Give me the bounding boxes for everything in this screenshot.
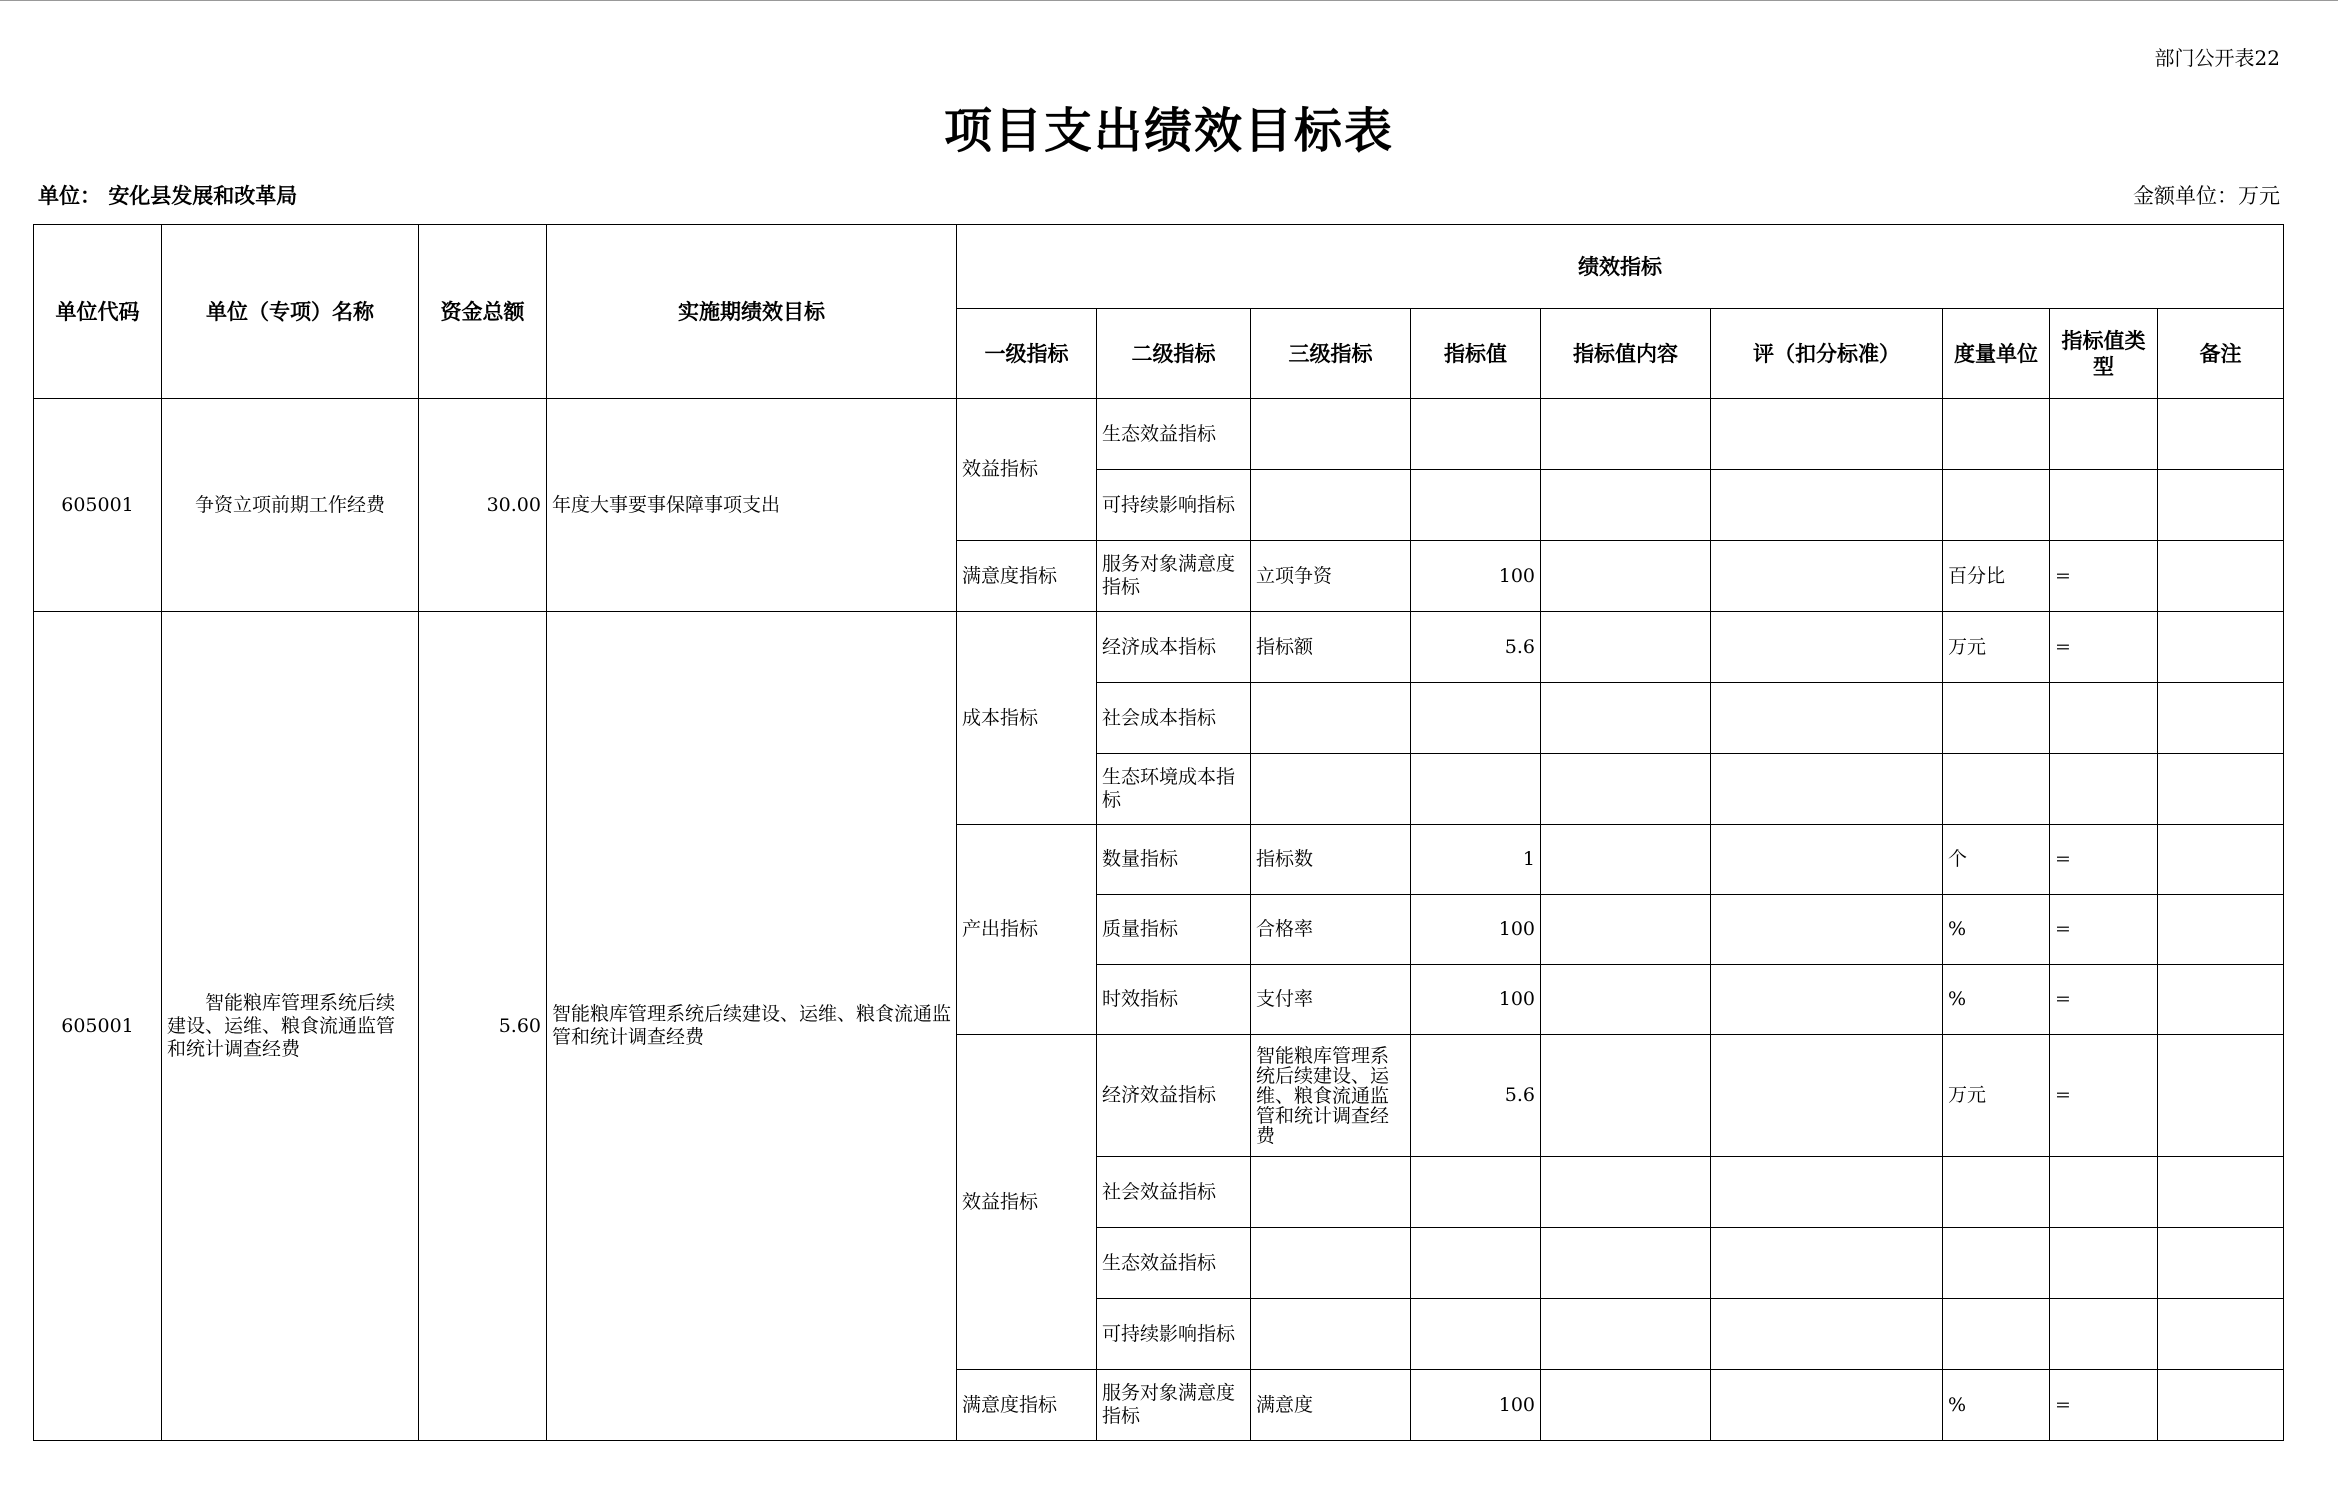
level2-cell: 生态环境成本指标 <box>1097 754 1251 825</box>
type-cell <box>2050 399 2158 470</box>
type-cell: = <box>2050 895 2158 965</box>
table-number: 部门公开表22 <box>2154 46 2280 70</box>
standard-cell <box>1711 541 1943 612</box>
level3-cell <box>1251 1157 1411 1228</box>
remark-cell <box>2158 683 2284 754</box>
standard-cell <box>1711 1035 1943 1157</box>
header-total: 资金总额 <box>419 225 547 399</box>
unit-cell <box>1943 1157 2050 1228</box>
header-code: 单位代码 <box>34 225 162 399</box>
value-cell <box>1411 1299 1541 1370</box>
type-cell: = <box>2050 1370 2158 1441</box>
table-row <box>34 612 2284 683</box>
level3-cell <box>1251 470 1411 541</box>
project-goal: 智能粮库管理系统后续建设、运维、粮食流通监管和统计调查经费 <box>547 612 957 1441</box>
value-cell <box>1411 399 1541 470</box>
level3-cell <box>1251 683 1411 754</box>
value-cell: 100 <box>1411 965 1541 1035</box>
level3-cell: 立项争资 <box>1251 541 1411 612</box>
unit-cell <box>1943 1299 2050 1370</box>
remark-cell <box>2158 470 2284 541</box>
value-cell: 5.6 <box>1411 1035 1541 1157</box>
level2-cell: 服务对象满意度指标 <box>1097 541 1251 612</box>
value-content-cell <box>1541 399 1711 470</box>
header-measure-unit: 度量单位 <box>1943 309 2050 399</box>
unit-cell <box>1943 683 2050 754</box>
remark-cell <box>2158 754 2284 825</box>
unit-cell <box>1943 1228 2050 1299</box>
top-rule <box>0 0 2338 1</box>
project-name <box>162 612 419 1441</box>
level3-cell <box>1251 1299 1411 1370</box>
type-cell: = <box>2050 541 2158 612</box>
value-content-cell <box>1541 754 1711 825</box>
unit-cell: % <box>1943 965 2050 1035</box>
page-title: 项目支出绩效目标表 <box>943 103 1394 159</box>
type-cell <box>2050 1299 2158 1370</box>
level3-cell <box>1251 399 1411 470</box>
unit-cell <box>1943 399 2050 470</box>
value-cell: 5.6 <box>1411 612 1541 683</box>
remark-cell <box>2158 825 2284 895</box>
performance-table <box>33 224 2284 1441</box>
level1-cell: 成本指标 <box>957 612 1097 825</box>
header-value: 指标值 <box>1411 309 1541 399</box>
value-content-cell <box>1541 1299 1711 1370</box>
type-cell: = <box>2050 1035 2158 1157</box>
project-code: 605001 <box>34 612 162 1441</box>
level3-cell: 指标额 <box>1251 612 1411 683</box>
standard-cell <box>1711 1228 1943 1299</box>
project-name: 争资立项前期工作经费 <box>162 399 419 612</box>
level3-cell: 智能粮库管理系统后续建设、运维、粮食流通监管和统计调查经费 <box>1251 1035 1411 1157</box>
value-cell <box>1411 683 1541 754</box>
remark-cell <box>2158 1157 2284 1228</box>
value-cell <box>1411 470 1541 541</box>
level2-cell: 社会成本指标 <box>1097 683 1251 754</box>
unit-name: 安化县发展和改革局 <box>108 183 298 208</box>
level3-cell: 支付率 <box>1251 965 1411 1035</box>
level2-cell: 可持续影响指标 <box>1097 1299 1251 1370</box>
unit-cell: 个 <box>1943 825 2050 895</box>
standard-cell <box>1711 825 1943 895</box>
standard-cell <box>1711 683 1943 754</box>
value-content-cell <box>1541 1370 1711 1441</box>
level1-cell: 效益指标 <box>957 399 1097 541</box>
level2-cell: 社会效益指标 <box>1097 1157 1251 1228</box>
value-content-cell <box>1541 1035 1711 1157</box>
project-goal: 年度大事要事保障事项支出 <box>547 399 957 612</box>
value-content-cell <box>1541 683 1711 754</box>
header-standard: 评（扣分标准） <box>1711 309 1943 399</box>
type-cell <box>2050 683 2158 754</box>
value-content-cell <box>1541 1228 1711 1299</box>
level1-cell: 产出指标 <box>957 825 1097 1035</box>
type-cell: = <box>2050 825 2158 895</box>
level3-cell <box>1251 754 1411 825</box>
project-total: 5.60 <box>419 612 547 1441</box>
value-content-cell <box>1541 612 1711 683</box>
value-content-cell <box>1541 541 1711 612</box>
remark-cell <box>2158 1035 2284 1157</box>
value-cell: 100 <box>1411 541 1541 612</box>
level2-cell: 服务对象满意度指标 <box>1097 1370 1251 1441</box>
level2-cell: 质量指标 <box>1097 895 1251 965</box>
header-goal: 实施期绩效目标 <box>547 225 957 399</box>
level2-cell: 生态效益指标 <box>1097 399 1251 470</box>
value-cell <box>1411 1228 1541 1299</box>
level3-cell: 合格率 <box>1251 895 1411 965</box>
project-total: 30.00 <box>419 399 547 612</box>
header-name: 单位（专项）名称 <box>162 225 419 399</box>
standard-cell <box>1711 965 1943 1035</box>
value-cell: 1 <box>1411 825 1541 895</box>
remark-cell <box>2158 965 2284 1035</box>
header-indicators: 绩效指标 <box>957 225 2284 309</box>
value-cell: 100 <box>1411 895 1541 965</box>
standard-cell <box>1711 1299 1943 1370</box>
standard-cell <box>1711 470 1943 541</box>
level3-cell: 满意度 <box>1251 1370 1411 1441</box>
level1-cell: 满意度指标 <box>957 1370 1097 1441</box>
remark-cell <box>2158 399 2284 470</box>
remark-cell <box>2158 1370 2284 1441</box>
value-content-cell <box>1541 965 1711 1035</box>
unit-cell: 万元 <box>1943 612 2050 683</box>
value-cell: 100 <box>1411 1370 1541 1441</box>
unit-cell: 百分比 <box>1943 541 2050 612</box>
header-level1: 一级指标 <box>957 309 1097 399</box>
type-cell <box>2050 754 2158 825</box>
value-content-cell <box>1541 1157 1711 1228</box>
value-cell <box>1411 754 1541 825</box>
type-cell: = <box>2050 965 2158 1035</box>
level1-cell: 效益指标 <box>957 1035 1097 1370</box>
header-remark: 备注 <box>2158 309 2284 399</box>
remark-cell <box>2158 895 2284 965</box>
level3-cell: 指标数 <box>1251 825 1411 895</box>
unit-label: 单位： <box>38 183 101 208</box>
header-value-content: 指标值内容 <box>1541 309 1711 399</box>
standard-cell <box>1711 1370 1943 1441</box>
level1-cell: 满意度指标 <box>957 541 1097 612</box>
level2-cell: 时效指标 <box>1097 965 1251 1035</box>
level2-cell: 可持续影响指标 <box>1097 470 1251 541</box>
remark-cell <box>2158 1299 2284 1370</box>
table-row <box>34 399 2284 470</box>
level2-cell: 生态效益指标 <box>1097 1228 1251 1299</box>
standard-cell <box>1711 399 1943 470</box>
standard-cell <box>1711 895 1943 965</box>
unit-cell <box>1943 754 2050 825</box>
value-content-cell <box>1541 895 1711 965</box>
value-cell <box>1411 1157 1541 1228</box>
standard-cell <box>1711 1157 1943 1228</box>
type-cell <box>2050 470 2158 541</box>
value-content-cell <box>1541 470 1711 541</box>
remark-cell <box>2158 612 2284 683</box>
project-code: 605001 <box>34 399 162 612</box>
unit-cell: % <box>1943 895 2050 965</box>
standard-cell <box>1711 754 1943 825</box>
type-cell <box>2050 1157 2158 1228</box>
header-value-type: 指标值类型 <box>2050 309 2158 399</box>
header-level2: 二级指标 <box>1097 309 1251 399</box>
remark-cell <box>2158 541 2284 612</box>
unit-cell: 万元 <box>1943 1035 2050 1157</box>
level2-cell: 经济效益指标 <box>1097 1035 1251 1157</box>
level3-cell <box>1251 1228 1411 1299</box>
unit-line <box>38 180 297 210</box>
project-name-text: 智能粮库管理系统后续建设、运维、粮食流通监管和统计调查经费 <box>167 991 396 1060</box>
type-cell: = <box>2050 612 2158 683</box>
unit-cell: % <box>1943 1370 2050 1441</box>
value-content-cell <box>1541 825 1711 895</box>
money-unit: 金额单位：万元 <box>2133 184 2280 208</box>
standard-cell <box>1711 612 1943 683</box>
unit-cell <box>1943 470 2050 541</box>
type-cell <box>2050 1228 2158 1299</box>
header-level3: 三级指标 <box>1251 309 1411 399</box>
remark-cell <box>2158 1228 2284 1299</box>
level2-cell: 经济成本指标 <box>1097 612 1251 683</box>
level2-cell: 数量指标 <box>1097 825 1251 895</box>
